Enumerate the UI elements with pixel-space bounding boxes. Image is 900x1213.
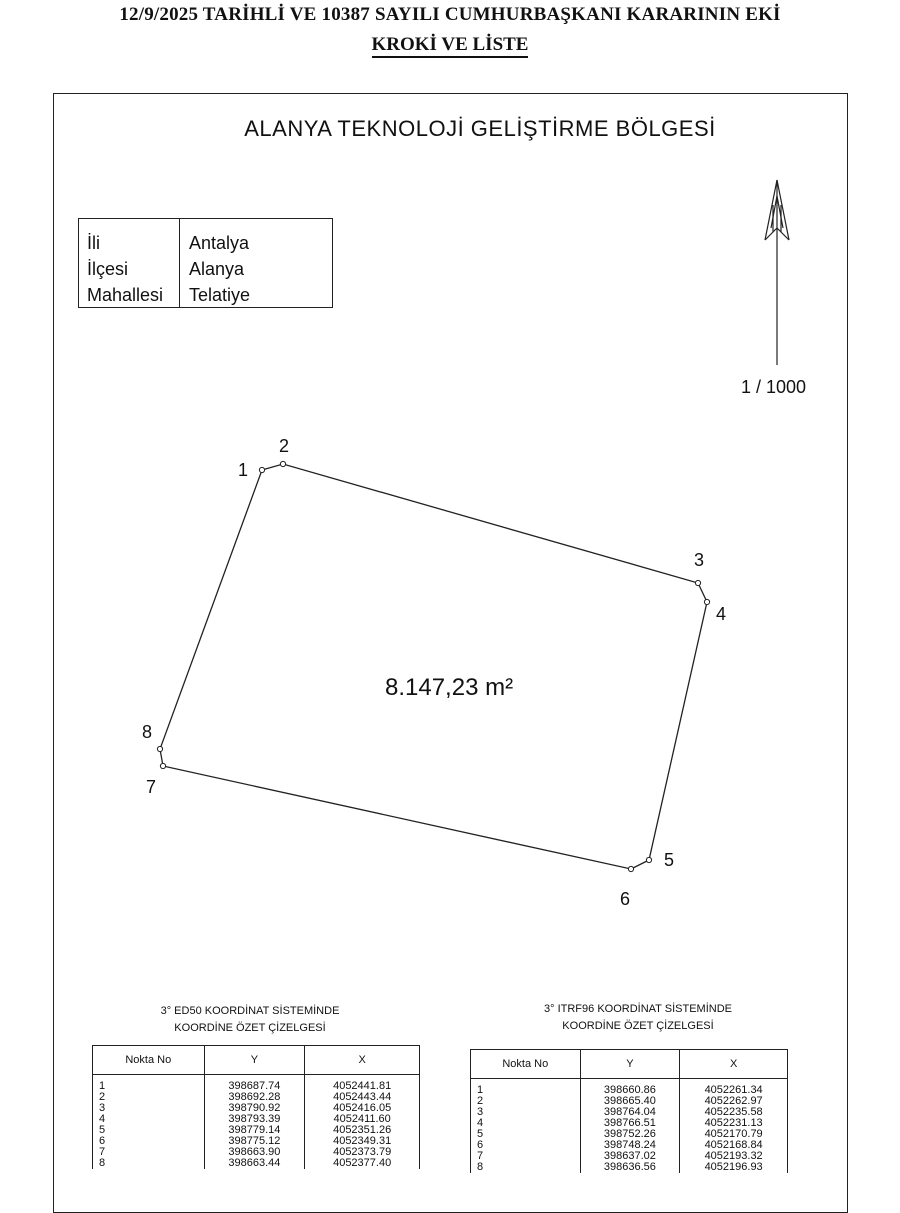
ed50-caption-line2: KOORDİNE ÖZET ÇİZELGESİ [174, 1022, 326, 1034]
vertex-marker [280, 461, 285, 466]
point-no: 6 [93, 1136, 205, 1147]
vertex-label-3: 3 [694, 550, 705, 570]
x-value: 4052377.40 [305, 1158, 420, 1169]
point-no: 6 [471, 1140, 581, 1151]
vertex-marker [695, 580, 700, 585]
table-row [471, 1079, 788, 1097]
point-no: 1 [471, 1079, 581, 1097]
point-no: 1 [93, 1075, 205, 1093]
point-no: 5 [93, 1125, 205, 1136]
table-row [471, 1162, 788, 1173]
x-value: 4052411.60 [305, 1114, 420, 1125]
vertex-label-8: 8 [142, 722, 153, 742]
x-value: 4052168.84 [680, 1140, 788, 1151]
info-label: İli [87, 233, 100, 253]
y-value: 398775.12 [204, 1136, 305, 1147]
y-value: 398748.24 [580, 1140, 680, 1151]
point-no: 3 [471, 1107, 581, 1118]
subheader-text: KROKİ VE LİSTE [372, 34, 529, 58]
parcel-boundary [160, 464, 707, 869]
info-label: İlçesi [87, 259, 129, 279]
vertex-marker [259, 467, 264, 472]
x-value: 4052193.32 [680, 1151, 788, 1162]
table-header-row [93, 1046, 420, 1075]
point-no: 3 [93, 1103, 205, 1114]
info-value: Antalya [189, 233, 250, 253]
vertex-marker [704, 599, 709, 604]
x-value: 4052196.93 [680, 1162, 788, 1173]
y-value: 398660.86 [580, 1079, 680, 1097]
x-value: 4052443.44 [305, 1092, 420, 1103]
itrf96-caption-line2: KOORDİNE ÖZET ÇİZELGESİ [562, 1020, 714, 1032]
column-header: Nokta No [471, 1050, 581, 1079]
point-no: 7 [471, 1151, 581, 1162]
x-value: 4052416.05 [305, 1103, 420, 1114]
x-value: 4052170.79 [680, 1129, 788, 1140]
column-header: Nokta No [93, 1046, 205, 1075]
column-header: Y [580, 1050, 680, 1079]
vertex-label-5: 5 [664, 850, 675, 870]
x-value: 4052351.26 [305, 1125, 420, 1136]
table-row [93, 1075, 420, 1093]
parcel-area: 8.147,23 m² [385, 674, 514, 701]
point-no: 2 [93, 1092, 205, 1103]
x-value: 4052235.58 [680, 1107, 788, 1118]
ed50-coordinate-table [92, 1045, 420, 1169]
x-value: 4052262.97 [680, 1096, 788, 1107]
y-value: 398692.28 [204, 1092, 305, 1103]
y-value: 398790.92 [204, 1103, 305, 1114]
vertex-label-2: 2 [279, 436, 290, 456]
column-header: X [305, 1046, 420, 1075]
y-value: 398636.56 [580, 1162, 680, 1173]
y-value: 398779.14 [204, 1125, 305, 1136]
y-value: 398665.40 [580, 1096, 680, 1107]
info-label: Mahallesi [87, 285, 164, 305]
point-no: 5 [471, 1129, 581, 1140]
point-no: 4 [471, 1118, 581, 1129]
x-value: 4052441.81 [305, 1075, 420, 1093]
ed50-caption-line1: 3° ED50 KOORDİNAT SİSTEMİNDE [160, 1005, 340, 1017]
table-header-row [471, 1050, 788, 1079]
y-value: 398752.26 [580, 1129, 680, 1140]
y-value: 398764.04 [580, 1107, 680, 1118]
column-header: X [680, 1050, 788, 1079]
map-scale: 1 / 1000 [741, 377, 807, 397]
vertex-label-4: 4 [716, 604, 727, 624]
point-no: 7 [93, 1147, 205, 1158]
north-arrow-icon [765, 180, 789, 365]
x-value: 4052261.34 [680, 1079, 788, 1097]
vertex-marker [157, 746, 162, 751]
x-value: 4052373.79 [305, 1147, 420, 1158]
y-value: 398687.74 [204, 1075, 305, 1093]
document-header: 12/9/2025 TARİHLİ VE 10387 SAYILI CUMHURBAŞKANI KARARININ EKİ [119, 4, 781, 25]
y-value: 398637.02 [580, 1151, 680, 1162]
y-value: 398793.39 [204, 1114, 305, 1125]
point-no: 8 [471, 1162, 581, 1173]
column-header: Y [204, 1046, 305, 1075]
vertex-label-6: 6 [620, 889, 631, 909]
table-row [93, 1158, 420, 1169]
vertex-marker [628, 866, 633, 871]
info-value: Telatiye [189, 285, 251, 305]
itrf96-caption [518, 1001, 758, 1035]
point-no: 2 [471, 1096, 581, 1107]
y-value: 398663.44 [204, 1158, 305, 1169]
parcel-vertices [157, 461, 709, 871]
info-value: Alanya [189, 259, 245, 279]
vertex-marker [646, 857, 651, 862]
map-title: ALANYA TEKNOLOJİ GELİŞTİRME BÖLGESİ [244, 116, 716, 141]
itrf96-caption-line1: 3° ITRF96 KOORDİNAT SİSTEMİNDE [544, 1003, 732, 1015]
vertex-marker [160, 763, 165, 768]
ed50-caption [140, 1003, 360, 1037]
itrf96-coordinate-table [470, 1049, 788, 1173]
x-value: 4052231.13 [680, 1118, 788, 1129]
x-value: 4052349.31 [305, 1136, 420, 1147]
point-no: 8 [93, 1158, 205, 1169]
point-no: 4 [93, 1114, 205, 1125]
vertex-label-7: 7 [146, 777, 157, 797]
vertex-label-1: 1 [238, 460, 249, 480]
y-value: 398766.51 [580, 1118, 680, 1129]
y-value: 398663.90 [204, 1147, 305, 1158]
